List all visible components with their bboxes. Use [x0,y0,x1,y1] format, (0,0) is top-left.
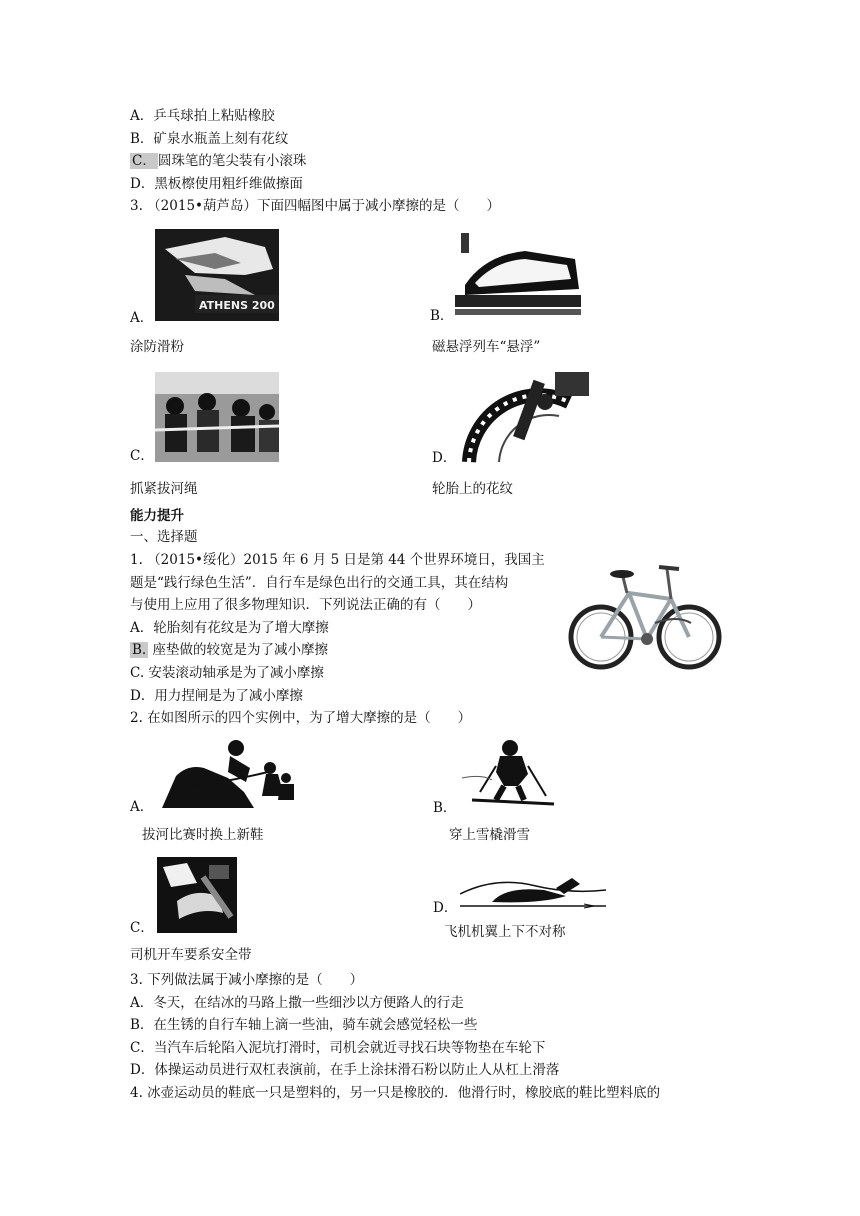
s2-option-b-letter: B． [433,800,457,816]
s1-option-b [130,640,328,660]
option-letter: B． [130,131,154,147]
s2-option-a-caption: 拔河比赛时换上新鞋 [142,827,264,843]
option-d [130,174,303,194]
skier-sketch [462,738,562,806]
s2-option-d-letter: D． [433,900,458,916]
section-subtitle: 一、选择题 [130,529,198,545]
q3-option-c-caption: 抓紧拔河绳 [130,481,198,497]
s4-question-text: 4. 冰壶运动员的鞋底一只是塑料的，另一只是橡胶的．他滑行时，橡胶底的鞋比塑料底的 [130,1085,661,1101]
maglev-train-photo [455,229,581,320]
s1-line-1: 1. （2015•绥化）2015 年 6 月 5 日是第 44 个世界环境日，我国主 [130,552,545,568]
option-text: 用力捏闸是为了减小摩擦 [154,688,303,704]
s2-option-d-caption: 飞机机翼上下不对称 [444,924,566,940]
s2-option-b-caption: 穿上雪橇滑雪 [449,827,530,843]
option-c [130,151,306,171]
photo-caption-text: ATHENS 200 [199,299,275,312]
airplane-wing-sketch [460,872,606,916]
s3-option-b: B．在生锈的自行车轴上滴一些油，骑车就会感觉轻松一些 [130,1017,478,1033]
s3-question-text: 3. 下列做法属于减小摩擦的是（ ） [130,972,364,988]
option-text: 轮胎刻有花纹是为了增大摩擦 [153,620,329,636]
s1-option-d [130,686,303,706]
s2-option-a-letter: A． [130,799,154,815]
tug-of-war-photo [155,372,279,462]
option-text: 黑板檫使用粗纤维做擦面 [154,176,303,192]
option-text: 圆珠笔的笔尖装有小滚珠 [157,153,307,169]
s1-option-c [130,663,324,683]
option-text: 矿泉水瓶盖上刻有花纹 [153,131,289,147]
s2-option-c-caption: 司机开车要系安全带 [130,947,252,963]
option-text: 安装滚动轴承是为了减小摩擦 [144,665,324,681]
q3-option-a-caption: 涂防滑粉 [130,339,184,355]
option-letter-highlighted: B. [132,642,147,658]
q3-option-d-letter: D． [432,450,457,466]
option-letter: D． [130,176,155,192]
option-letter: A． [130,108,154,124]
tug-of-war-sketch [158,738,294,808]
option-text: 乒乓球拍上粘贴橡胶 [153,108,275,124]
bicycle-tire-photo [459,372,589,463]
s3-option-c: C．当汽车后轮陷入泥坑打滑时，司机会就近寻找石块等物垫在车轮下 [130,1040,546,1056]
q3-option-c-letter: C． [130,448,154,464]
question-3-text: 3. （2015•葫芦岛）下面四幅图中属于减小摩擦的是（ ） [130,198,500,214]
option-letter: D． [130,688,155,704]
s2-question-text: 2. 在如图所示的四个实例中，为了增大摩擦的是（ ） [130,710,472,726]
q3-option-b-caption: 磁悬浮列车“悬浮” [432,339,541,355]
s1-line-3: 与使用上应用了很多物理知识．下列说法正确的有（ ） [130,597,481,613]
q3-option-d-caption: 轮胎上的花纹 [432,481,513,497]
q3-option-b-letter: B． [430,308,454,324]
option-letter-highlighted: C． [132,153,156,169]
s1-option-a [130,618,329,638]
option-b [130,129,288,149]
option-a [130,106,275,126]
option-letter: A． [130,620,154,636]
section-title: 能力提升 [130,508,184,524]
s3-option-d: D．体操运动员进行双杠表演前，在手上涂抹滑石粉以防止人从杠上滑落 [130,1062,560,1078]
bicycle-illustration [567,553,722,675]
s3-option-a: A．冬天，在结冰的马路上撒一些细沙以方便路人的行走 [130,995,464,1011]
gymnast-chalk-photo [155,229,279,321]
q3-option-a-letter: A． [130,310,154,326]
s2-option-c-letter: C． [130,920,154,936]
option-letter: C. [130,665,145,681]
option-text: 座垫做的较宽是为了减小摩擦 [148,642,329,658]
s1-line-2: 题是“践行绿色生活”．自行车是绿色出行的交通工具，其在结构 [130,575,509,591]
seatbelt-photo [157,857,237,933]
